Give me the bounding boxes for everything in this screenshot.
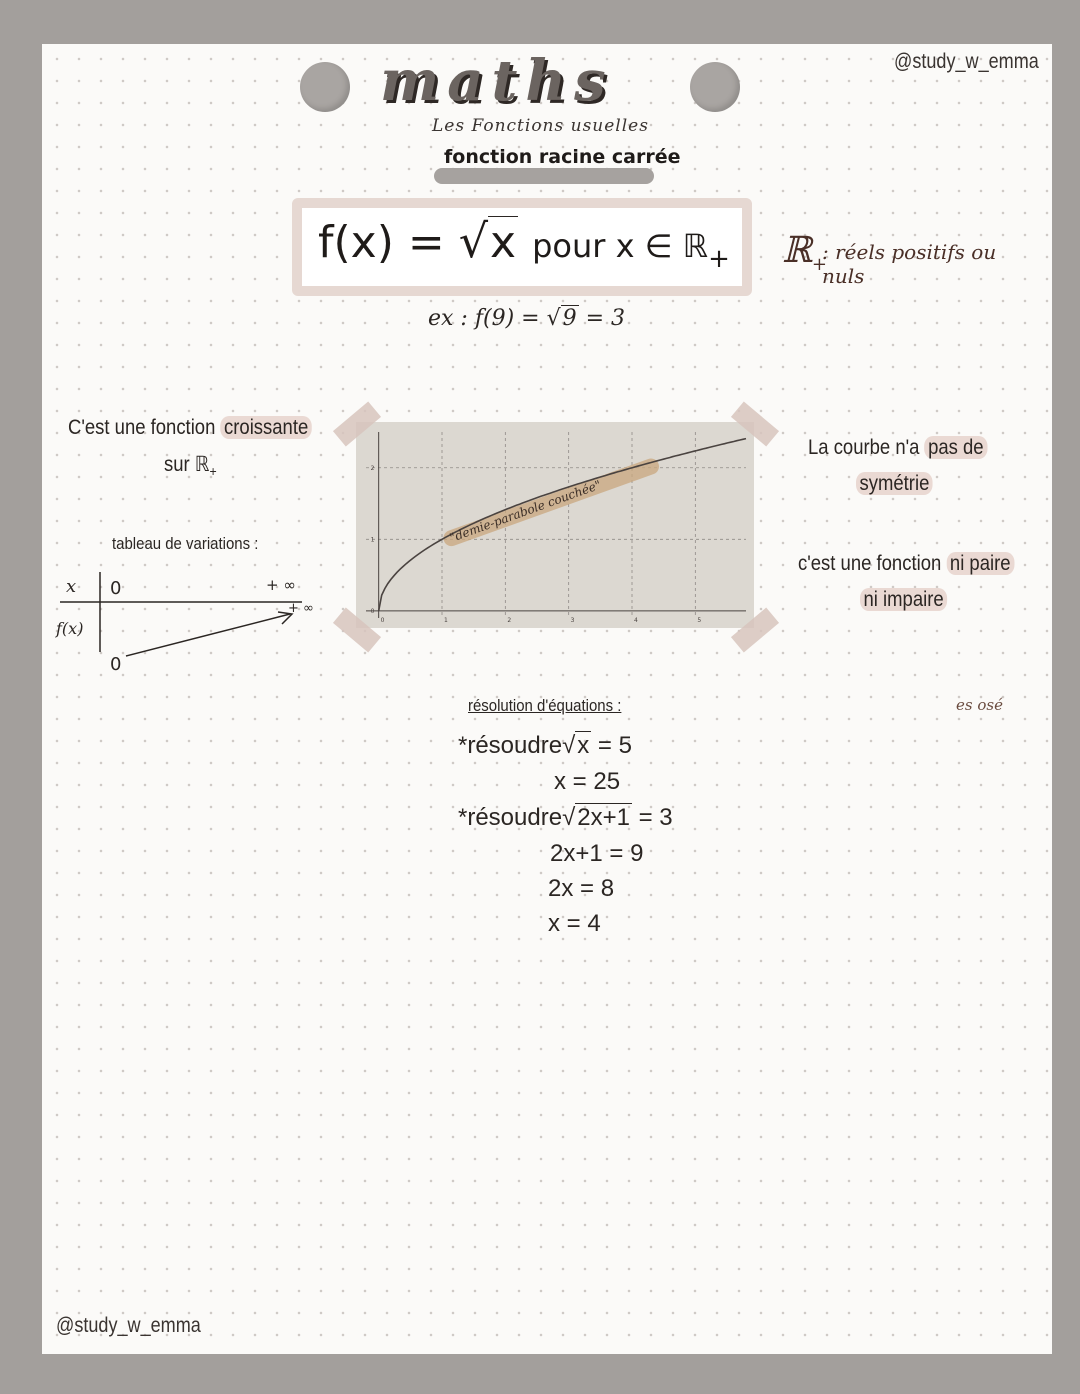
graph-svg [356,422,754,628]
x-tick-1: 1 [444,616,448,624]
example-prefix: ex : [428,306,468,331]
example-result: = 3 [585,306,626,331]
croissante-highlight: croissante [221,416,312,439]
eq2-rhs: = 3 [638,804,673,831]
equation-1 [458,732,632,760]
eq2-prefix: *résoudre [458,804,563,831]
handle-bottom: @study_w_emma [56,1314,201,1337]
definition-formula [318,214,730,274]
example-line [428,306,625,331]
definition-domain: pour x ∈ ℝ [532,227,709,265]
graph-grid [366,432,746,618]
eq2-radicand: 2x+1 [577,804,630,831]
croissante-line [68,416,312,440]
sur-text: sur ℝ [164,453,210,476]
example-sqrt-sign: √ [546,306,561,331]
symetrie-line [856,472,933,496]
courbe-line [808,436,987,460]
eq2-sqrt-sign: √ [562,804,576,831]
sqrt-curve [379,439,746,611]
tableau-title: tableau de variations : [112,534,259,553]
definition-domain-sub: + [708,243,730,274]
parite-line [798,552,1014,576]
example-lhs: f(9) = [474,306,540,331]
sur-line [164,452,217,479]
side-symbol [782,230,827,275]
eq1-rhs: = 5 [597,732,632,759]
resolution-title: résolution d'équations : [468,696,622,715]
paire-highlight: ni paire [946,552,1014,575]
eq2-step3: x = 4 [548,910,601,937]
eq1-sqrt-sign: √ [562,732,576,759]
handle-top: @study_w_emma [894,50,1039,73]
graph-photo [356,422,754,628]
decor-circle-left [300,62,350,112]
side-definition-text: : réels positifs ou nuls [822,240,997,288]
equation-2 [458,804,673,832]
x-tick-2: 2 [507,616,512,624]
sur-sub: + [209,463,217,480]
parite-pre: c'est une fonction [798,552,942,575]
f-start-value: 0 [110,654,122,674]
side-symbol-r: ℝ [782,230,812,271]
impaire-line [860,588,947,612]
eq1-prefix: *résoudre [458,732,563,759]
x-end-value: + ∞ [266,576,296,594]
sqrt-sign: √ [458,214,489,268]
row-x-label: x [66,576,77,597]
x-tick-4: 4 [634,616,638,624]
x-start-value: 0 [110,578,122,599]
eq1-step1: x = 25 [554,768,621,795]
eq2-step2: 2x = 8 [548,875,615,902]
definition-lhs: f(x) = [318,217,445,268]
graph-ticks [371,465,702,624]
x-tick-5: 5 [697,616,702,624]
side-symbol-sub: + [811,254,828,276]
courbe-pre: La courbe n'a [808,436,920,459]
croissante-pre: C'est une fonction [68,416,216,439]
variation-arrow [126,614,290,656]
y-tick-0: 0 [370,607,375,615]
definition-radicand: x [490,217,517,268]
impaire-highlight: ni impaire [860,588,947,611]
graph-axes [366,432,746,618]
page-title: maths [380,48,614,114]
page-subtitle: Les Fonctions usuelles [432,116,649,136]
f-end-value: + ∞ [288,601,314,616]
notebook-page [42,44,1052,1354]
chapter-underline [434,168,654,184]
example-radicand: 9 [562,306,577,331]
chapter-title: fonction racine carrée [444,146,681,168]
symetrie-highlight: symétrie [856,472,933,495]
variation-table [52,564,332,674]
y-tick-1: 1 [370,536,375,544]
courbe-highlight: pas de [925,436,988,459]
faded-text: es osé [956,696,1003,714]
eq2-step1: 2x+1 = 9 [550,840,644,867]
curve-label: "demie-parabole couchée" [447,477,603,545]
y-tick-2: 2 [370,464,375,472]
x-tick-0: 0 [380,616,385,624]
eq1-radicand: x [577,732,590,759]
decor-circle-right [690,62,740,112]
row-fx-label: f(x) [56,619,84,638]
x-tick-3: 3 [570,616,575,624]
